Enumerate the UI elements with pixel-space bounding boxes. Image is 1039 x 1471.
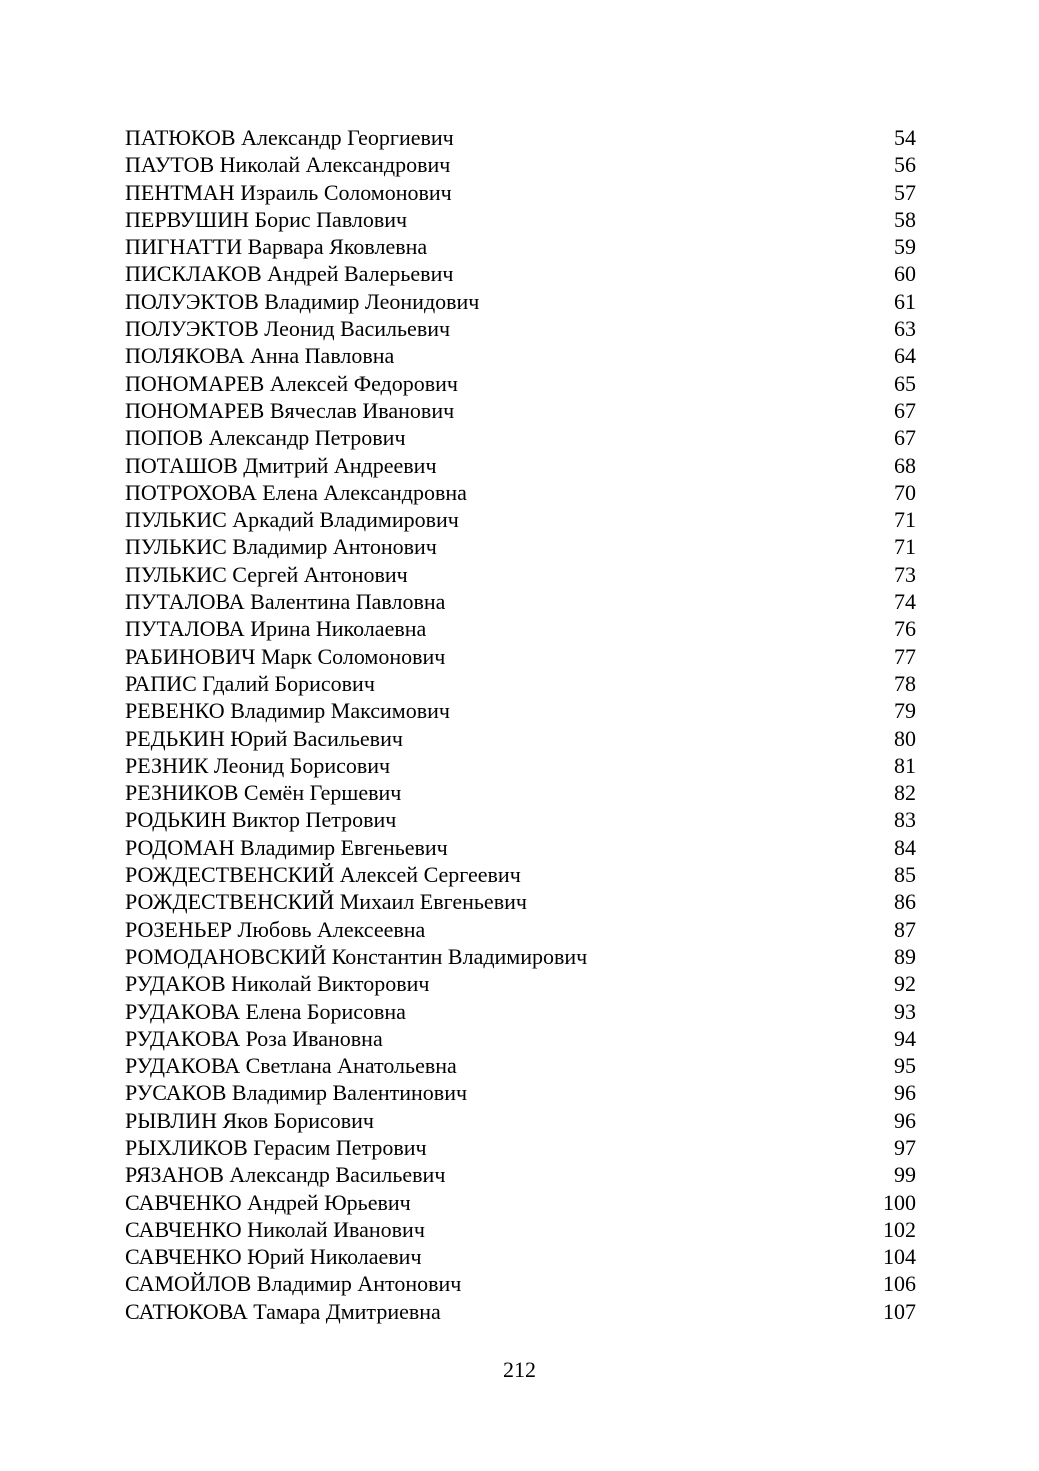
toc-entry-name: САВЧЕНКО Юрий Николаевич xyxy=(125,1244,422,1270)
toc-entry xyxy=(125,998,916,1025)
toc-entry-page: 94 xyxy=(894,1025,916,1051)
toc-entry xyxy=(125,1243,916,1270)
toc-entry-name: ПАУТОВ Николай Александрович xyxy=(125,152,451,178)
toc-entry xyxy=(125,588,916,615)
toc-entry-name: ПОЛЯКОВА Анна Павловна xyxy=(125,343,395,369)
toc-entry-page: 92 xyxy=(894,971,916,997)
toc-entry-name: САТЮКОВА Тамара Дмитриевна xyxy=(125,1298,441,1324)
table-of-contents xyxy=(125,124,916,1325)
toc-entry-page: 71 xyxy=(894,534,916,560)
toc-entry-page: 80 xyxy=(894,725,916,751)
toc-entry xyxy=(125,1025,916,1052)
toc-entry-name: ПИСКЛАКОВ Андрей Валерьевич xyxy=(125,261,454,287)
toc-entry-name: РОДЬКИН Виктор Петрович xyxy=(125,807,397,833)
toc-entry xyxy=(125,779,916,806)
toc-entry-name: ПУЛЬКИС Владимир Антонович xyxy=(125,534,437,560)
toc-entry-name: РУДАКОВ Николай Викторович xyxy=(125,971,430,997)
toc-entry-name: САВЧЕНКО Андрей Юрьевич xyxy=(125,1189,411,1215)
toc-entry-name: РОЖДЕСТВЕНСКИЙ Михаил Евгеньевич xyxy=(125,889,527,915)
toc-entry-page: 83 xyxy=(894,807,916,833)
toc-entry xyxy=(125,151,916,178)
toc-entry-page: 87 xyxy=(894,916,916,942)
toc-entry xyxy=(125,752,916,779)
toc-entry-page: 76 xyxy=(894,616,916,642)
toc-entry-name: РЕВЕНКО Владимир Максимович xyxy=(125,698,450,724)
toc-entry-page: 64 xyxy=(894,343,916,369)
toc-entry-name: ПОНОМАРЕВ Алексей Федорович xyxy=(125,370,458,396)
toc-entry xyxy=(125,533,916,560)
toc-entry xyxy=(125,1161,916,1188)
toc-entry xyxy=(125,697,916,724)
toc-entry-page: 96 xyxy=(894,1107,916,1133)
toc-entry-page: 81 xyxy=(894,752,916,778)
toc-entry-name: РОДОМАН Владимир Евгеньевич xyxy=(125,834,448,860)
toc-entry-name: ПУТАЛОВА Ирина Николаевна xyxy=(125,616,427,642)
toc-entry-name: ПЕРВУШИН Борис Павлович xyxy=(125,206,408,232)
toc-entry-page: 84 xyxy=(894,834,916,860)
toc-entry-page: 93 xyxy=(894,998,916,1024)
toc-entry-name: РЯЗАНОВ Александр Васильевич xyxy=(125,1162,446,1188)
toc-entry-page: 67 xyxy=(894,425,916,451)
toc-entry-name: ПЕНТМАН Израиль Соломонович xyxy=(125,179,452,205)
toc-entry-name: РУДАКОВА Елена Борисовна xyxy=(125,998,406,1024)
toc-entry-page: 73 xyxy=(894,561,916,587)
toc-entry-name: ПОТАШОВ Дмитрий Андреевич xyxy=(125,452,437,478)
toc-entry-name: ПОЛУЭКТОВ Леонид Васильевич xyxy=(125,316,451,342)
toc-entry xyxy=(125,1216,916,1243)
toc-entry xyxy=(125,1079,916,1106)
toc-entry xyxy=(125,561,916,588)
toc-entry xyxy=(125,1052,916,1079)
toc-entry-name: ПОПОВ Александр Петрович xyxy=(125,425,406,451)
toc-entry-name: ПИГНАТТИ Варвара Яковлевна xyxy=(125,234,428,260)
toc-entry xyxy=(125,834,916,861)
toc-entry-name: РОМОДАНОВСКИЙ Константин Владимирович xyxy=(125,943,588,969)
toc-entry xyxy=(125,670,916,697)
toc-entry-page: 104 xyxy=(883,1244,916,1270)
toc-entry-page: 67 xyxy=(894,397,916,423)
toc-entry-page: 70 xyxy=(894,479,916,505)
toc-entry-page: 89 xyxy=(894,943,916,969)
toc-entry-name: РУСАКОВ Владимир Валентинович xyxy=(125,1080,468,1106)
toc-entry xyxy=(125,1107,916,1134)
toc-entry-page: 60 xyxy=(894,261,916,287)
toc-entry-page: 61 xyxy=(894,288,916,314)
toc-entry-page: 71 xyxy=(894,507,916,533)
toc-entry xyxy=(125,725,916,752)
toc-entry xyxy=(125,233,916,260)
toc-entry-name: ПОТРОХОВА Елена Александровна xyxy=(125,479,467,505)
toc-entry xyxy=(125,397,916,424)
toc-entry xyxy=(125,315,916,342)
toc-entry-page: 97 xyxy=(894,1134,916,1160)
toc-entry-page: 79 xyxy=(894,698,916,724)
toc-entry-page: 82 xyxy=(894,780,916,806)
toc-entry-name: ПОЛУЭКТОВ Владимир Леонидович xyxy=(125,288,480,314)
toc-entry-name: РЫВЛИН Яков Борисович xyxy=(125,1107,374,1133)
toc-entry-name: ПОНОМАРЕВ Вячеслав Иванович xyxy=(125,397,455,423)
toc-entry-name: РАПИС Гдалий Борисович xyxy=(125,670,375,696)
toc-entry-name: РЕДЬКИН Юрий Васильевич xyxy=(125,725,403,751)
toc-entry-name: ПУЛЬКИС Аркадий Владимирович xyxy=(125,507,459,533)
toc-entry xyxy=(125,643,916,670)
toc-entry xyxy=(125,179,916,206)
toc-entry xyxy=(125,479,916,506)
toc-entry xyxy=(125,424,916,451)
toc-entry-name: РУДАКОВА Роза Ивановна xyxy=(125,1025,383,1051)
toc-entry xyxy=(125,1270,916,1297)
toc-entry-name: РАБИНОВИЧ Марк Соломонович xyxy=(125,643,446,669)
toc-entry-page: 102 xyxy=(883,1216,916,1242)
toc-entry-page: 54 xyxy=(894,125,916,150)
toc-entry xyxy=(125,370,916,397)
toc-entry-page: 78 xyxy=(894,670,916,696)
toc-entry xyxy=(125,888,916,915)
toc-entry-page: 57 xyxy=(894,179,916,205)
toc-entry xyxy=(125,342,916,369)
toc-entry-page: 77 xyxy=(894,643,916,669)
toc-entry-name: САМОЙЛОВ Владимир Антонович xyxy=(125,1271,462,1297)
page-number: 212 xyxy=(503,1357,536,1382)
toc-entry-page: 99 xyxy=(894,1162,916,1188)
toc-entry-page: 63 xyxy=(894,316,916,342)
toc-entry xyxy=(125,806,916,833)
toc-entry-page: 107 xyxy=(883,1298,916,1324)
toc-entry xyxy=(125,124,916,151)
toc-entry xyxy=(125,260,916,287)
toc-entry xyxy=(125,206,916,233)
toc-entry-name: РЫХЛИКОВ Герасим Петрович xyxy=(125,1134,427,1160)
toc-entry-page: 56 xyxy=(894,152,916,178)
toc-entry xyxy=(125,506,916,533)
toc-entry xyxy=(125,452,916,479)
toc-entry-name: САВЧЕНКО Николай Иванович xyxy=(125,1216,425,1242)
toc-entry-name: РЕЗНИКОВ Семён Гершевич xyxy=(125,780,402,806)
toc-entry xyxy=(125,1134,916,1161)
toc-entry xyxy=(125,943,916,970)
toc-entry xyxy=(125,916,916,943)
toc-entry xyxy=(125,970,916,997)
toc-entry-name: ПАТЮКОВ Александр Георгиевич xyxy=(125,125,454,150)
toc-entry-name: РОЗЕНЬЕР Любовь Алексеевна xyxy=(125,916,426,942)
toc-entry xyxy=(125,288,916,315)
toc-entry-page: 74 xyxy=(894,589,916,615)
toc-entry-page: 59 xyxy=(894,234,916,260)
toc-entry-name: РУДАКОВА Светлана Анатольевна xyxy=(125,1053,457,1079)
toc-entry-name: РЕЗНИК Леонид Борисович xyxy=(125,752,391,778)
toc-entry xyxy=(125,615,916,642)
toc-entry-page: 96 xyxy=(894,1080,916,1106)
toc-entry xyxy=(125,1189,916,1216)
toc-entry-name: ПУТАЛОВА Валентина Павловна xyxy=(125,589,446,615)
toc-entry-page: 95 xyxy=(894,1053,916,1079)
toc-entry-name: РОЖДЕСТВЕНСКИЙ Алексей Сергеевич xyxy=(125,862,521,888)
toc-entry-page: 86 xyxy=(894,889,916,915)
toc-entry-page: 68 xyxy=(894,452,916,478)
toc-entry-page: 100 xyxy=(883,1189,916,1215)
toc-entry-name: ПУЛЬКИС Сергей Антонович xyxy=(125,561,408,587)
toc-entry-page: 106 xyxy=(883,1271,916,1297)
toc-entry-page: 65 xyxy=(894,370,916,396)
toc-entry xyxy=(125,861,916,888)
toc-entry-page: 58 xyxy=(894,206,916,232)
toc-entry xyxy=(125,1298,916,1325)
toc-entry-page: 85 xyxy=(894,862,916,888)
